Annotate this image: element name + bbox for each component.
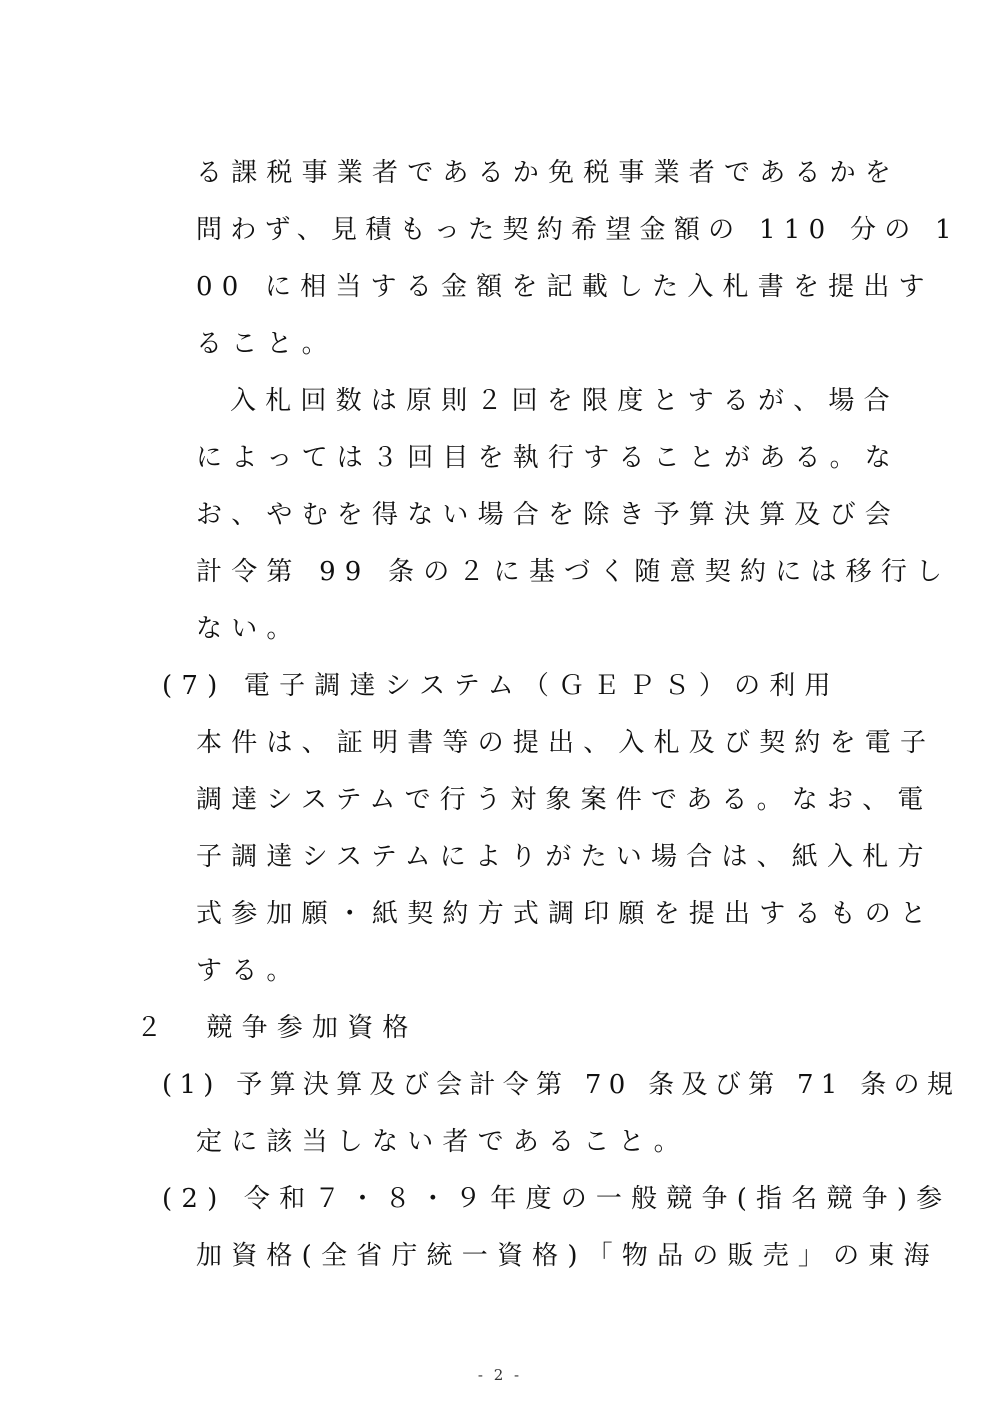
list-item-2: (2) 令和７・８・９年度の一般競争(指名競争)参 bbox=[162, 1184, 952, 1214]
body-line: する。 bbox=[196, 956, 302, 986]
body-line: ない。 bbox=[196, 614, 302, 644]
body-line: 調達システムで行う対象案件である。なお、電 bbox=[196, 785, 933, 815]
list-item-1: (1) 予算決算及び会計令第 70 条及び第 71 条の規 bbox=[162, 1070, 961, 1100]
page-number: - 2 - bbox=[477, 1366, 523, 1384]
body-line: 定に該当しない者であること。 bbox=[196, 1127, 689, 1157]
body-line: 00 に相当する金額を記載した入札書を提出す bbox=[196, 272, 934, 302]
body-line: 問わず、見積もった契約希望金額の 110 分の 1 bbox=[196, 215, 960, 245]
section-heading-2: ２ 競争参加資格 bbox=[136, 1013, 418, 1043]
body-line: ること。 bbox=[196, 329, 337, 359]
paragraph-first-line: 入札回数は原則２回を限度とするが、場合 bbox=[230, 386, 899, 416]
body-line: によっては３回目を執行することがある。な bbox=[196, 443, 901, 473]
body-line: 式参加願・紙契約方式調印願を提出するものと bbox=[196, 899, 936, 929]
section-heading-7: (7) 電子調達システム（ＧＥＰＳ）の利用 bbox=[162, 671, 840, 701]
body-line: 本件は、証明書等の提出、入札及び契約を電子 bbox=[196, 728, 936, 758]
body-line: る課税事業者であるか免税事業者であるかを bbox=[196, 158, 901, 188]
body-line: 計令第 99 条の２に基づく随意契約には移行し bbox=[196, 557, 952, 587]
body-line: 加資格(全省庁統一資格)「物品の販売」の東海 bbox=[196, 1241, 939, 1271]
body-line: お、やむを得ない場合を除き予算決算及び会 bbox=[196, 500, 901, 530]
body-line: 子調達システムによりがたい場合は、紙入札方 bbox=[196, 842, 933, 872]
